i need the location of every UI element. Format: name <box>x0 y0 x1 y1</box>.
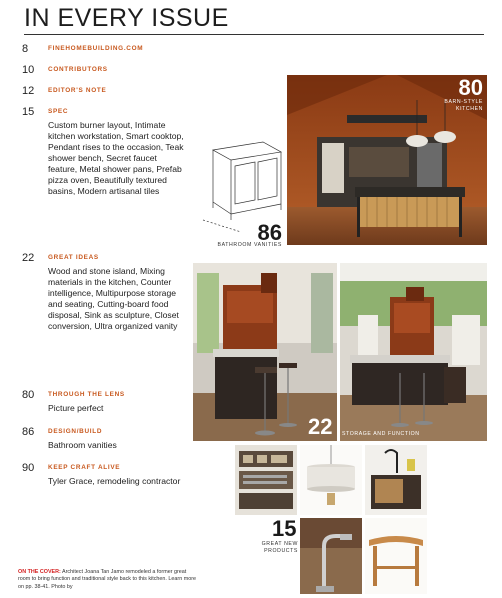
cover-note-text: Architect Joana Tan Jamo remodeled a former great room to bring function and traditional style back to this kitchen. Learn more on pp. 38-41. Photo by <box>18 569 196 590</box>
toc-section-title: GREAT IDEAS <box>48 254 99 261</box>
toc-section-title: THROUGH THE LENS <box>48 391 125 398</box>
feature-caption-vanity: BATHROOM VANITIES <box>217 242 282 248</box>
toc-page-number: 8 <box>22 43 29 55</box>
toc-section-title: DESIGN/BUILD <box>48 428 103 435</box>
product-sink-photo[interactable] <box>365 445 427 515</box>
barn-kitchen-photo[interactable] <box>287 75 487 245</box>
feature-caption-barn: BARN-STYLE KITCHEN <box>444 99 483 112</box>
cover-note-lead: ON THE COVER: <box>18 569 61 575</box>
toc-section-title: FINEHOMEBUILDING.COM <box>48 45 144 52</box>
product-bench-photo[interactable] <box>365 518 427 594</box>
feature-caption-products: GREAT NEW PRODUCTS <box>261 541 298 554</box>
toc-page-number: 90 <box>22 462 35 474</box>
page-title: IN EVERY ISSUE <box>24 4 229 32</box>
pendant-lamp-illustration <box>300 445 362 515</box>
feature-number-86: 86 <box>257 220 282 245</box>
toc-page-number: 10 <box>22 64 35 76</box>
storage-photo-right[interactable] <box>340 263 487 441</box>
toc-section-title: EDITOR'S NOTE <box>48 87 107 94</box>
toc-page-number: 12 <box>22 85 35 97</box>
kitchen-sink-illustration <box>365 445 427 515</box>
cover-note <box>18 569 198 591</box>
teak-bench-illustration <box>365 518 427 594</box>
toc-section-title: CONTRIBUTORS <box>48 66 108 73</box>
feature-number-80: 80 <box>458 75 483 100</box>
title-rule <box>24 34 484 35</box>
product-faucet-photo[interactable] <box>300 518 362 594</box>
product-pendant-photo[interactable] <box>300 445 362 515</box>
product-drawer-photo[interactable] <box>235 445 297 515</box>
toc-description: Picture perfect <box>48 403 104 413</box>
feature-caption-storage: STORAGE AND FUNCTION <box>342 431 420 437</box>
toc-section-title: KEEP CRAFT ALIVE <box>48 464 121 471</box>
toc-page-number: 15 <box>22 106 35 118</box>
vanity-drawing[interactable] <box>193 132 288 257</box>
toc-description: Tyler Grace, remodeling contractor <box>48 476 181 486</box>
feature-number-22: 22 <box>308 414 333 439</box>
toc-page-number: 86 <box>22 426 35 438</box>
toc-page-number: 22 <box>22 252 35 264</box>
toc-page-number: 80 <box>22 389 35 401</box>
faucet-illustration <box>300 518 362 594</box>
toc-section-title: SPEC <box>48 108 69 115</box>
toc-description: Bathroom vanities <box>48 440 117 450</box>
toc-description: Custom burner layout, Intimate kitchen workstation, Smart cooktop, Pendant rises to the occasion, Teak shower bench, Secret faucet feature, Metal shower pans, Prefab pizza oven, Beautifully textured basins, Modern artisanal tiles <box>48 120 184 196</box>
drawer-organizer-illustration <box>235 445 297 515</box>
storage-kitchen-illustration <box>340 263 487 441</box>
toc-description: Wood and stone island, Mixing materials in the kitchen, Counter intelligence, Multipurpose storage and seating, Cutting-board food disposal, Sink as sculpture, Closet conversion, Ultra organized vanity <box>48 266 179 331</box>
feature-number-15: 15 <box>272 516 297 541</box>
